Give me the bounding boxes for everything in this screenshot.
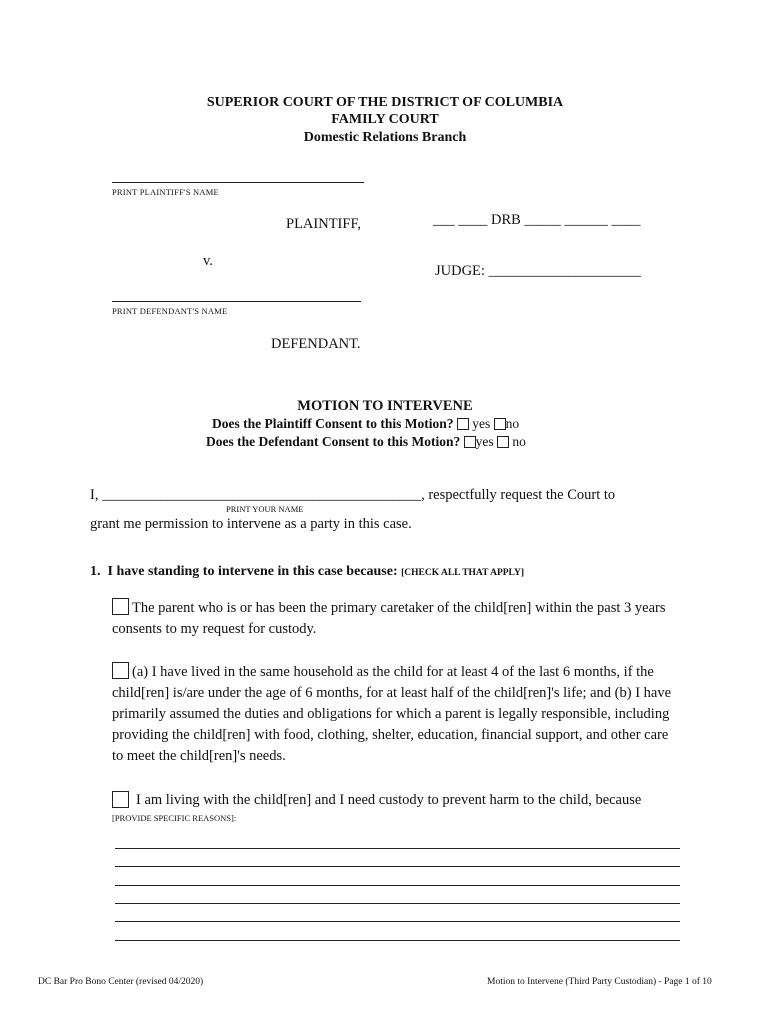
plaintiff-consent-no-checkbox[interactable]	[494, 418, 506, 430]
versus-label: v.	[203, 253, 213, 269]
plaintiff-consent-question: Does the Plaintiff Consent to this Motion?	[212, 416, 454, 431]
reason-line-4[interactable]	[115, 903, 680, 904]
plaintiff-consent-yes-checkbox[interactable]	[457, 418, 469, 430]
division-name: FAMILY COURT	[331, 112, 439, 127]
defendant-consent-row	[206, 434, 526, 450]
option3-checkbox[interactable]	[112, 791, 129, 808]
option3-text: I am living with the child[ren] and I need custody to prevent harm to the child, because	[136, 792, 642, 808]
standing-heading-text: I have standing to intervene in this case because:	[107, 564, 398, 579]
plaintiff-label: PLAINTIFF,	[286, 216, 361, 232]
intro-line-2: grant me permission to intervene as a party in this case.	[90, 516, 412, 532]
reason-line-3[interactable]	[115, 885, 680, 886]
defendant-name-field[interactable]	[112, 301, 361, 302]
defendant-consent-no-checkbox[interactable]	[497, 436, 509, 448]
judge-field[interactable]: JUDGE: _____________________	[435, 263, 641, 279]
branch-name: Domestic Relations Branch	[303, 130, 467, 145]
court-name: SUPERIOR COURT OF THE DISTRICT OF COLUMBIA	[206, 95, 564, 110]
option1-text: The parent who is or has been the primary caretaker of the child[ren] within the past 3 years consents to my request for custody.	[112, 600, 666, 637]
motion-title: MOTION TO INTERVENE	[297, 398, 473, 414]
footer-left: DC Bar Pro Bono Center (revised 04/2020)	[38, 977, 204, 987]
case-number-field[interactable]: ___ ____ DRB _____ ______ ____	[433, 212, 641, 228]
option2-text: (a) I have lived in the same household as the child for at least 4 of the last 6 months, if the child[ren] is/are under the age of 6 months, for at least half of the child[ren]'s life; and (b) I have primarily assumed the duties and obligations for which a parent is legally responsible, including providing the child[ren] with food, clothing, shelter, education, financial support, and other care to meet the child[ren]'s needs.	[112, 664, 672, 764]
intro-suffix: , respectfully request the Court to	[421, 487, 616, 503]
plaintiff-name-field[interactable]	[112, 182, 364, 183]
standing-heading-note: [CHECK ALL THAT APPLY]	[401, 568, 525, 578]
defendant-consent-yes-checkbox[interactable]	[464, 436, 476, 448]
reason-line-1[interactable]	[115, 848, 680, 849]
intro-prefix: I,	[90, 487, 99, 503]
reason-line-2[interactable]	[115, 866, 680, 867]
reason-line-5[interactable]	[115, 921, 680, 922]
plaintiff-name-label: PRINT PLAINTIFF'S NAME	[112, 187, 219, 197]
defendant-consent-no-label: no	[512, 434, 526, 449]
defendant-consent-yes-label: yes	[475, 434, 494, 449]
footer-right: Motion to Intervene (Third Party Custodian) - Page 1 of 10	[487, 977, 712, 987]
your-name-field[interactable]: ____________________________________________	[102, 487, 422, 503]
plaintiff-consent-no-label: no	[505, 416, 520, 431]
option3-note: [PROVIDE SPECIFIC REASONS]:	[112, 813, 237, 823]
your-name-label: PRINT YOUR NAME	[226, 504, 304, 514]
intro-line	[90, 487, 615, 504]
defendant-name-label: PRINT DEFENDANT'S NAME	[112, 306, 228, 316]
reason-line-6[interactable]	[115, 940, 680, 941]
standing-heading	[90, 564, 524, 580]
defendant-consent-question: Does the Defendant Consent to this Motion?	[206, 434, 461, 449]
plaintiff-consent-row	[212, 416, 519, 432]
plaintiff-consent-yes-label: yes	[472, 416, 491, 431]
standing-heading-number: 1.	[90, 564, 101, 579]
defendant-label: DEFENDANT.	[271, 336, 361, 352]
